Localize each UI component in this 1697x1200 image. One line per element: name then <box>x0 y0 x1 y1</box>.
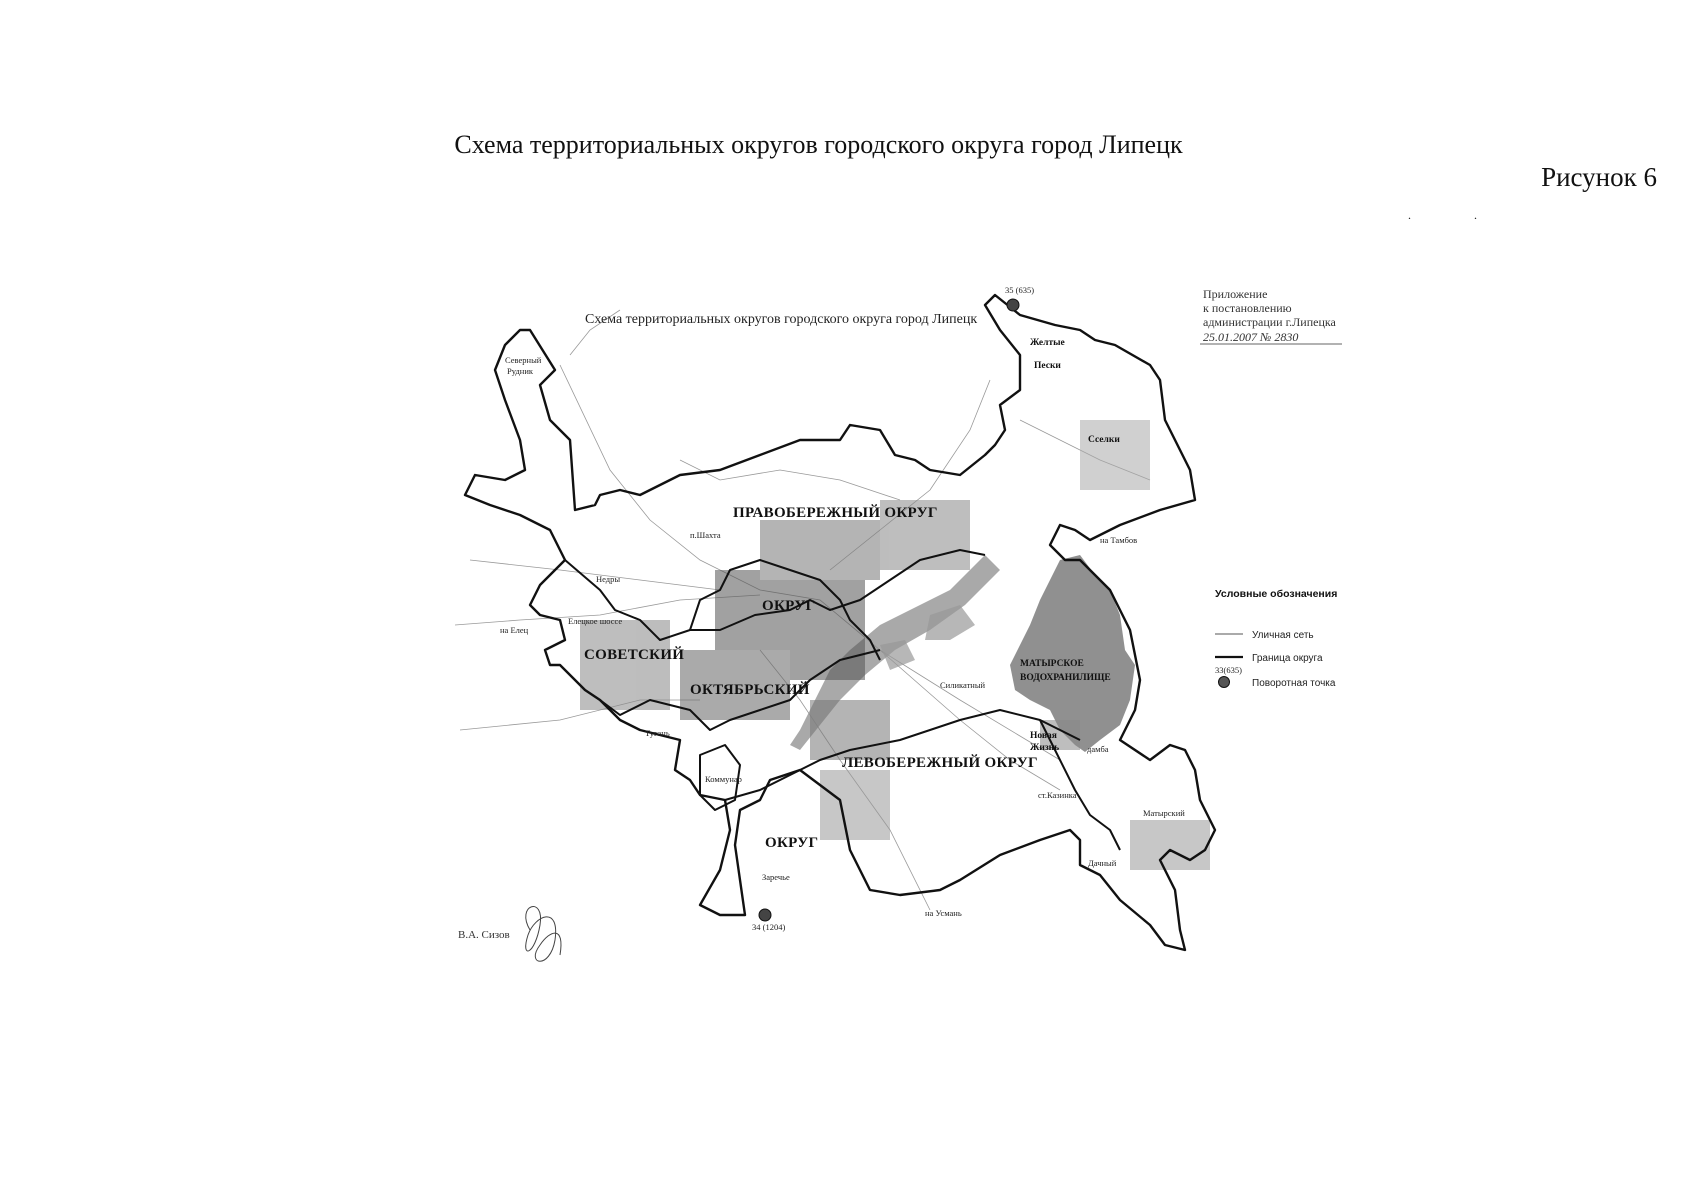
turning-point-top <box>1007 299 1019 311</box>
legend-point-swatch <box>1219 677 1230 688</box>
place-na-usman: на Усмань <box>925 908 962 918</box>
label-pravoberezhny: ПРАВОБЕРЕЖНЫЙ ОКРУГ <box>733 505 938 521</box>
place-dachny: Дачный <box>1088 858 1117 868</box>
signature-name: В.А. Сизов <box>458 929 510 941</box>
place-kommunar: Коммунар <box>705 774 742 784</box>
turning-point-bottom <box>759 909 771 921</box>
place-zheltye-2: Пески <box>1034 361 1061 371</box>
place-zheltye-1: Желтые <box>1030 338 1065 348</box>
scan-specks: . . <box>1408 208 1507 222</box>
map-inner-title: Схема территориальных округов городского округа город Липецк <box>585 312 978 327</box>
place-st-kazinka: ст.Казинка <box>1038 790 1077 800</box>
place-tuganka: Тугань <box>645 728 670 738</box>
legend-point-code: 33(635) <box>1215 665 1242 675</box>
place-dam: дамба <box>1087 744 1109 754</box>
place-novaya-2: Жизнь <box>1030 743 1060 753</box>
appendix-line-1: Приложение <box>1203 287 1268 301</box>
label-okrug-center: ОКРУГ <box>762 598 816 614</box>
figure-label: Рисунок 6 <box>1541 162 1657 192</box>
legend-point: Поворотная точка <box>1252 678 1336 689</box>
place-severny-1: Северный <box>505 355 542 365</box>
legend-border: Граница округа <box>1252 653 1323 664</box>
place-na-elets: на Елец <box>500 625 529 635</box>
place-nedra: Недры <box>596 574 621 584</box>
appendix-line-2: к постановлению <box>1203 301 1292 315</box>
turning-point-top-code: 35 (635) <box>1005 285 1035 295</box>
label-reservoir-2: ВОДОХРАНИЛИЩЕ <box>1020 673 1111 683</box>
place-novaya-1: Новая <box>1030 731 1057 741</box>
legend <box>1215 588 1337 689</box>
place-silikatny: Силикатный <box>940 680 986 690</box>
appendix-line-3: администрации г.Липецка <box>1203 315 1336 329</box>
page-title: Схема территориальных округов городского округа город Липецк <box>454 130 1183 159</box>
place-na-tambov: на Тамбов <box>1100 535 1138 545</box>
legend-title: Условные обозначения <box>1215 588 1338 600</box>
place-elets-highway: Елецкое шоссе <box>568 616 623 626</box>
turning-point-bottom-code: 34 (1204) <box>752 922 786 932</box>
label-sovetsky: СОВЕТСКИЙ <box>584 647 685 663</box>
place-zarechye: Заречье <box>762 872 790 882</box>
place-severny-2: Рудник <box>507 366 533 376</box>
place-sselki: Сселки <box>1088 435 1120 445</box>
label-reservoir-1: МАТЫРСКОЕ <box>1020 659 1084 669</box>
signature-scribble <box>526 906 561 961</box>
legend-street: Уличная сеть <box>1252 630 1314 641</box>
label-oktyabrsky: ОКТЯБРЬСКИЙ <box>690 682 810 698</box>
label-okrug-south: ОКРУГ <box>765 835 819 851</box>
place-shakhta: п.Шахта <box>690 530 721 540</box>
appendix-line-4: 25.01.2007 № 2830 <box>1203 330 1299 344</box>
place-matyrsky: Матырский <box>1143 808 1185 818</box>
label-levoberezhny: ЛЕВОБЕРЕЖНЫЙ ОКРУГ <box>842 755 1038 771</box>
